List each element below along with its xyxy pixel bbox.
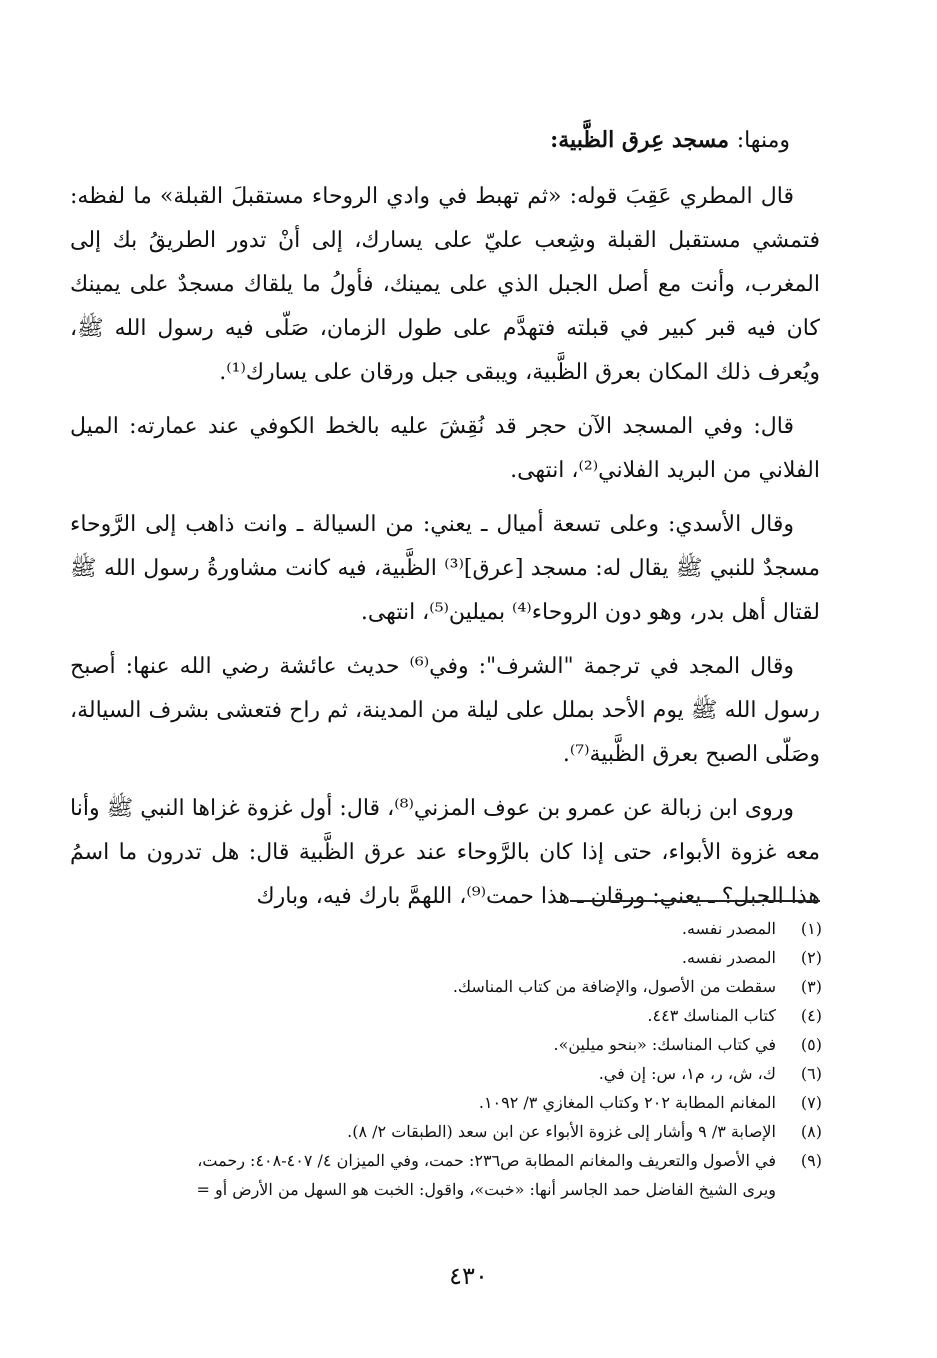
footnote-item bbox=[70, 914, 822, 943]
footnote-text: المصدر نفسه. bbox=[681, 948, 776, 967]
footnote-number: (٨) bbox=[800, 1122, 822, 1141]
footnotes bbox=[70, 914, 822, 1204]
footnote-number: (٩) bbox=[800, 1151, 822, 1170]
footnote-text: كتاب المناسك ٤٤٣. bbox=[647, 1006, 776, 1025]
footnote-number: (٥) bbox=[800, 1035, 822, 1054]
footnote-text: سقطت من الأصول، والإضافة من كتاب المناسك. bbox=[452, 977, 776, 996]
footnote-item bbox=[70, 1030, 822, 1059]
footnote-text: في الأصول والتعريف والمغانم المطابة ص٢٣٦: حمت، وفي الميزان ٤/ ٤٠٧-٤٠٨: رحمت، bbox=[197, 1151, 776, 1170]
paragraph-3: وقال الأسدي: وعلى تسعة أميال ـ يعني: من السيالة ـ وانت ذاهب إلى الرَّوحاء مسجدٌ للنبي ﷺ يقال له: مسجد [عرق]⁽³⁾ الظَّبية، فيه كانت مشاورةُ رسول الله ﷺ لقتال أهل بدر، وهو دون الروحاء⁽⁴⁾ بميلين⁽⁵⁾، انتهى. bbox=[70, 512, 820, 625]
footnote-number: (٣) bbox=[800, 977, 822, 996]
footnote-text: في كتاب المناسك: «بنحو ميلين». bbox=[553, 1035, 776, 1054]
footnote-text: الإصابة ٣/ ٩ وأشار إلى غزوة الأبواء عن ابن سعد (الطبقات ٢/ ٨). bbox=[347, 1122, 776, 1141]
paragraph-2: قال: وفي المسجد الآن حجر قد نُقِشَ عليه بالخط الكوفي عند عمارته: الميل الفلاني من البريد الفلاني⁽²⁾، انتهى. bbox=[70, 414, 820, 483]
footnote-text: المغانم المطابة ٢٠٢ وكتاب المغازي ٣/ ١٠٩٢. bbox=[478, 1093, 776, 1112]
paragraph-5: وروى ابن زبالة عن عمرو بن عوف المزني⁽⁸⁾، قال: أول غزوة غزاها النبي ﷺ وأنا معه غزوة الأبواء، حتى إذا كان بالرَّوحاء عند عرق الظَّبية قال: هل تدرون ما اسمُ هذا الجبل؟ ـ يعني: ورقان ـ هذا حمت⁽⁹⁾، اللهمَّ بارك فيه، وبارك bbox=[70, 796, 820, 909]
footnote-item bbox=[70, 1146, 822, 1175]
footnote-item bbox=[70, 1001, 822, 1030]
heading-title: مسجد عِرق الظَّبية: bbox=[550, 127, 730, 153]
footnote-item bbox=[70, 943, 822, 972]
paragraph-4: وقال المجد في ترجمة "الشرف": وفي⁽⁶⁾ حديث عائشة رضي الله عنها: أصبح رسول الله ﷺ يوم الأحد بملل على ليلة من المدينة، ثم راح فتعشى بشرف السيالة، وصَلّى الصبح بعرق الظَّبية⁽⁷⁾. bbox=[70, 654, 820, 767]
footnote-item bbox=[70, 1117, 822, 1146]
footnote-text: المصدر نفسه. bbox=[681, 919, 776, 938]
footnote-number: (١) bbox=[800, 919, 822, 938]
section-heading bbox=[70, 118, 820, 163]
footnote-continuation: ويرى الشيخ الفاضل حمد الجاسر أنها: «خبت»، واقول: الخبت هو السهل من الأرض أو = bbox=[196, 1180, 776, 1199]
main-text bbox=[70, 118, 820, 929]
heading-lead: ومنها: bbox=[736, 128, 790, 153]
footnote-item bbox=[70, 1088, 822, 1117]
footnote-number: (٤) bbox=[800, 1006, 822, 1025]
footnote-item bbox=[70, 1059, 822, 1088]
footnote-text: ك، ش، ر، م١، س: إن في. bbox=[598, 1064, 776, 1083]
footnote-number: (٢) bbox=[800, 948, 822, 967]
footnote-number: (٧) bbox=[800, 1093, 822, 1112]
paragraph-1: قال المطري عَقِبَ قوله: «ثم تهبط في وادي الروحاء مستقبلَ القبلة» ما لفظه: فتمشي مستقبل القبلة وشِعب عليّ على يسارك، إلى أنْ تدور الطريقُ بك إلى المغرب، وأنت مع أصل الجبل الذي على يمينك، فأولُ ما يلقاك مسجدٌ على يمينك كان فيه قبر كبير في قبلته فتهدَّم على طول الزمان، صَلّى فيه رسول الله ﷺ، ويُعرف ذلك المكان بعرق الظَّبية، ويبقى جبل ورقان على يسارك⁽¹⁾. bbox=[70, 184, 821, 385]
page-number: ٤٣٠ bbox=[449, 1262, 488, 1290]
footnote-item bbox=[70, 972, 822, 1001]
footnote-separator bbox=[570, 900, 820, 902]
footnote-number: (٦) bbox=[800, 1064, 822, 1083]
